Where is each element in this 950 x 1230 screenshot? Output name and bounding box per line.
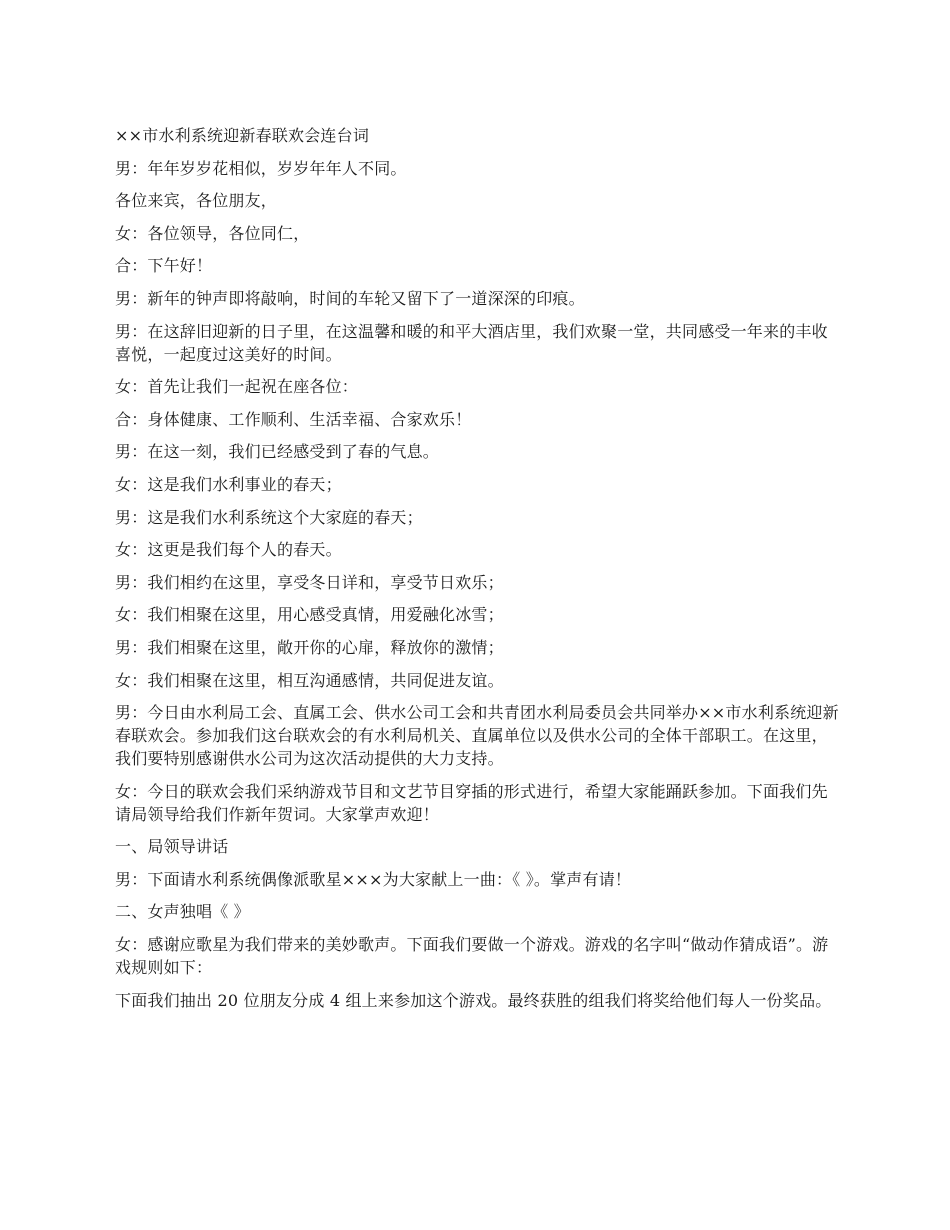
paragraph: 合：下午好！ (115, 256, 213, 276)
paragraph: 各位来宾，各位朋友， (115, 191, 278, 211)
paragraph: 女：今日的联欢会我们采纳游戏节目和文艺节目穿插的形式进行，希望大家能踊跃参加。下面我们先请局领导给我们作新年贺词。大家掌声欢迎！ (115, 781, 828, 824)
document-title: ××市水利系统迎新春联欢会连台词 (115, 126, 370, 145)
paragraph: 女：我们相聚在这里，相互沟通感情，共同促进友谊。 (115, 670, 504, 690)
paragraph: 女：首先让我们一起祝在座各位： (115, 377, 359, 397)
paragraph: 女：感谢应歌星为我们带来的美妙歌声。下面我们要做一个游戏。游戏的名字叫“做动作猜成语”。游戏规则如下： (115, 935, 829, 978)
paragraph: 男：下面请水利系统偶像派歌星×××为大家献上一曲：《 》。掌声有请！ (115, 869, 632, 889)
paragraph: 下面我们抽出 20 位朋友分成 4 组上来参加这个游戏。最终获胜的组我们将奖给他们每人一份奖品。 (115, 990, 832, 1010)
paragraph: 女：这是我们水利事业的春天； (115, 474, 342, 494)
paragraph: 男：我们相约在这里，享受冬日详和，享受节日欢乐； (115, 572, 504, 592)
paragraph: 男：今日由水利局工会、直属工会、供水公司工会和共青团水利局委员会共同举办××市水利系统迎新春联欢会。参加我们这台联欢会的有水利局机关、直属单位以及供水公司的全体干部职工。在这里，我们要特别感谢供水公司为这次活动提供的大力支持。 (115, 703, 839, 769)
paragraph: 女：各位领导，各位同仁， (115, 223, 310, 243)
paragraph: 女：我们相聚在这里，用心感受真情，用爱融化冰雪； (115, 605, 504, 625)
document-page (115, 124, 843, 1021)
section-heading: 一、局领导讲话 (115, 837, 229, 857)
paragraph: 男：年年岁岁花相似，岁岁年年人不同。 (115, 158, 407, 178)
paragraph: 男：我们相聚在这里，敞开你的心扉，释放你的激情； (115, 637, 504, 657)
paragraph: 男：在这一刻，我们已经感受到了春的气息。 (115, 442, 440, 462)
paragraph: 女：这更是我们每个人的春天。 (115, 540, 342, 560)
section-heading: 二、女声独唱《 》 (115, 902, 250, 922)
paragraph: 合：身体健康、工作顺利、生活幸福、合家欢乐！ (115, 409, 472, 429)
paragraph: 男：新年的钟声即将敲响，时间的车轮又留下了一道深深的印痕。 (115, 288, 585, 308)
paragraph: 男：在这辞旧迎新的日子里，在这温馨和暖的和平大酒店里，我们欢聚一堂，共同感受一年来的丰收喜悦，一起度过这美好的时间。 (115, 321, 828, 364)
paragraph: 男：这是我们水利系统这个大家庭的春天； (115, 507, 423, 527)
